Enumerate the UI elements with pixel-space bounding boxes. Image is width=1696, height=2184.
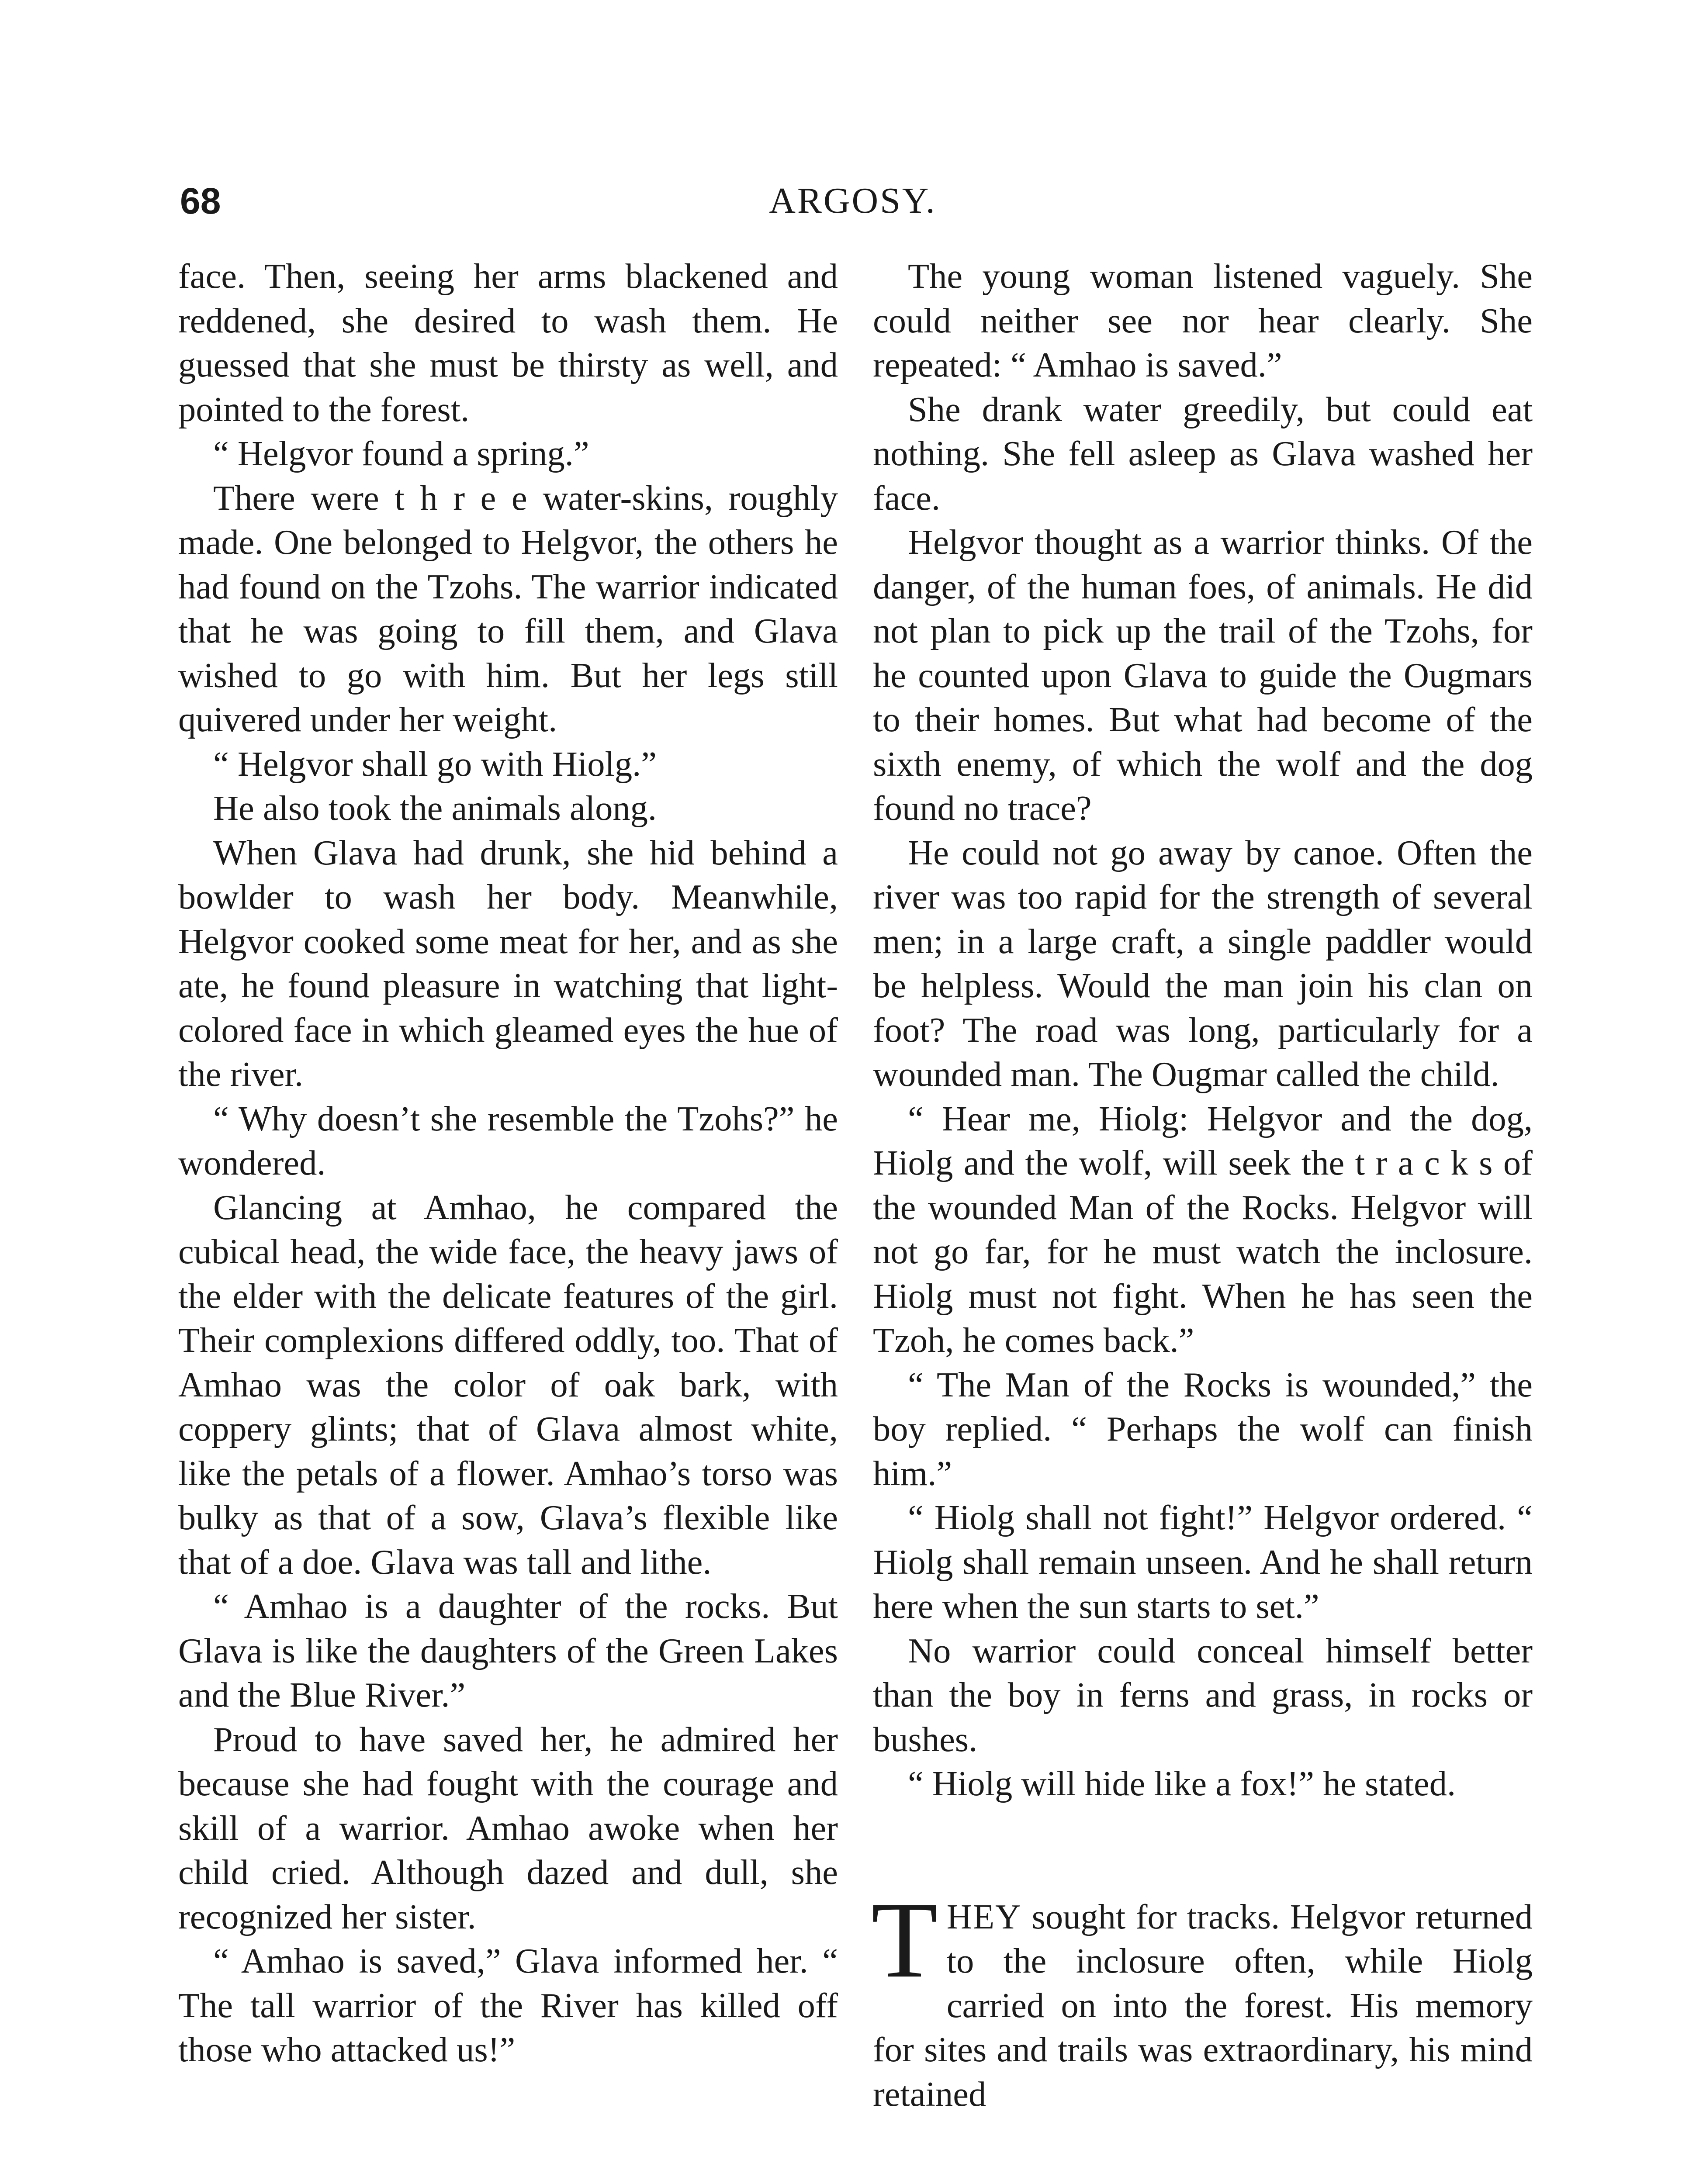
paragraph: She drank water greedily, but could eat nothing. She fell asleep as Glava washed her face. — [873, 390, 1533, 518]
paragraph: Glancing at Amhao, he compared the cubical head, the wide face, the heavy jaws of the elder with the delicate features of the girl. Their complexions differed oddly, too. That of Amhao was the color of oak bark, with coppery glints; that of Glava almost white, like the petals of a flower. Amhao’s torso was bulky as that of a sow, Glava’s flexible like that of a doe. Glava was tall and lithe. — [178, 1188, 838, 1582]
page-header — [180, 177, 1526, 234]
paragraph: “ Hear me, Hiolg: Helgvor and the dog, Hiolg and the wolf, will seek the t r a c k s of the wounded Man of the Rocks. Helgvor will not go far, for he must watch the inclosure. Hiolg must not fight. When he has seen the Tzoh, he comes back.” — [873, 1099, 1533, 1360]
paragraph: Helgvor thought as a warrior thinks. Of the danger, of the human foes, of animals. He did not plan to pick up the trail of the Tzohs, for he counted upon Glava to guide the Ougmars to their homes. But what had become of the sixth enemy, of which the wolf and the dog found no trace? — [873, 523, 1533, 828]
paragraph: “ Helgvor shall go with Hiolg.” — [213, 744, 657, 784]
paragraph: When Glava had drunk, she hid behind a bowlder to wash her body. Meanwhile, Helgvor cooked some meat for her, and as she ate, he found pleasure in watching that light-colored face in which gleamed eyes the hue of the river. — [178, 833, 838, 1094]
section-break — [873, 1806, 1533, 1895]
drop-cap: T — [871, 1879, 938, 2001]
right-column — [873, 254, 1533, 2116]
small-caps-lead: HEY — [946, 1897, 1022, 1936]
page-number: 68 — [180, 180, 221, 221]
paragraph: “ Why doesn’t she resemble the Tzohs?” he wondered. — [178, 1099, 838, 1182]
paragraph: “ The Man of the Rocks is wounded,” the boy replied. “ Perhaps the wolf can finish him.” — [873, 1365, 1533, 1493]
running-head: ARGOSY. — [769, 180, 937, 221]
paragraph: He could not go away by canoe. Often the river was too rapid for the strength of several men; in a large craft, a single paddler would be helpless. Would the man join his clan on foot? The road was long, particularly for a wounded man. The Ougmar called the child. — [873, 833, 1533, 1094]
section-text: sought for tracks. Helgvor returned to the inclosure often, while Hiolg carried on into the forest. His memory for sites and trails was extraordinary, his mind retained — [873, 1897, 1533, 2114]
paragraph: “ Amhao is saved,” Glava informed her. “ The tall warrior of the River has killed off those who attacked us!” — [178, 1942, 838, 2069]
paragraph: No warrior could conceal himself better than the boy in ferns and grass, in rocks or bushes. — [873, 1631, 1533, 1759]
paragraph: “ Amhao is a daughter of the rocks. But Glava is like the daughters of the Green Lakes and the Blue River.” — [178, 1587, 838, 1714]
paragraph: “ Hiolg will hide like a fox!” he stated. — [908, 1764, 1456, 1803]
section-opening-paragraph — [871, 1879, 1533, 2117]
paragraph: There were t h r e e water-skins, roughly made. One belonged to Helgvor, the others he had found on the Tzohs. The warrior indicated that he was going to fill them, and Glava wished to go with him. But her legs still quivered under her weight. — [178, 478, 838, 739]
paragraph: He also took the animals along. — [213, 789, 657, 828]
paragraph: Proud to have saved her, he admired her because she had fought with the courage and skill of a warrior. Amhao awoke when her child cried. Although dazed and dull, she recognized her sister. — [178, 1720, 838, 1936]
left-column — [178, 254, 838, 2072]
paragraph: face. Then, seeing her arms blackened and reddened, she desired to wash them. He guessed that she must be thirsty as well, and pointed to the forest. — [178, 257, 838, 429]
paragraph: The young woman listened vaguely. She could neither see nor hear clearly. She repeated: “ Amhao is saved.” — [873, 257, 1533, 384]
paragraph: “ Hiolg shall not fight!” Helgvor ordered. “ Hiolg shall remain unseen. And he shall return here when the sun starts to set.” — [873, 1498, 1533, 1626]
paragraph: “ Helgvor found a spring.” — [213, 434, 589, 473]
